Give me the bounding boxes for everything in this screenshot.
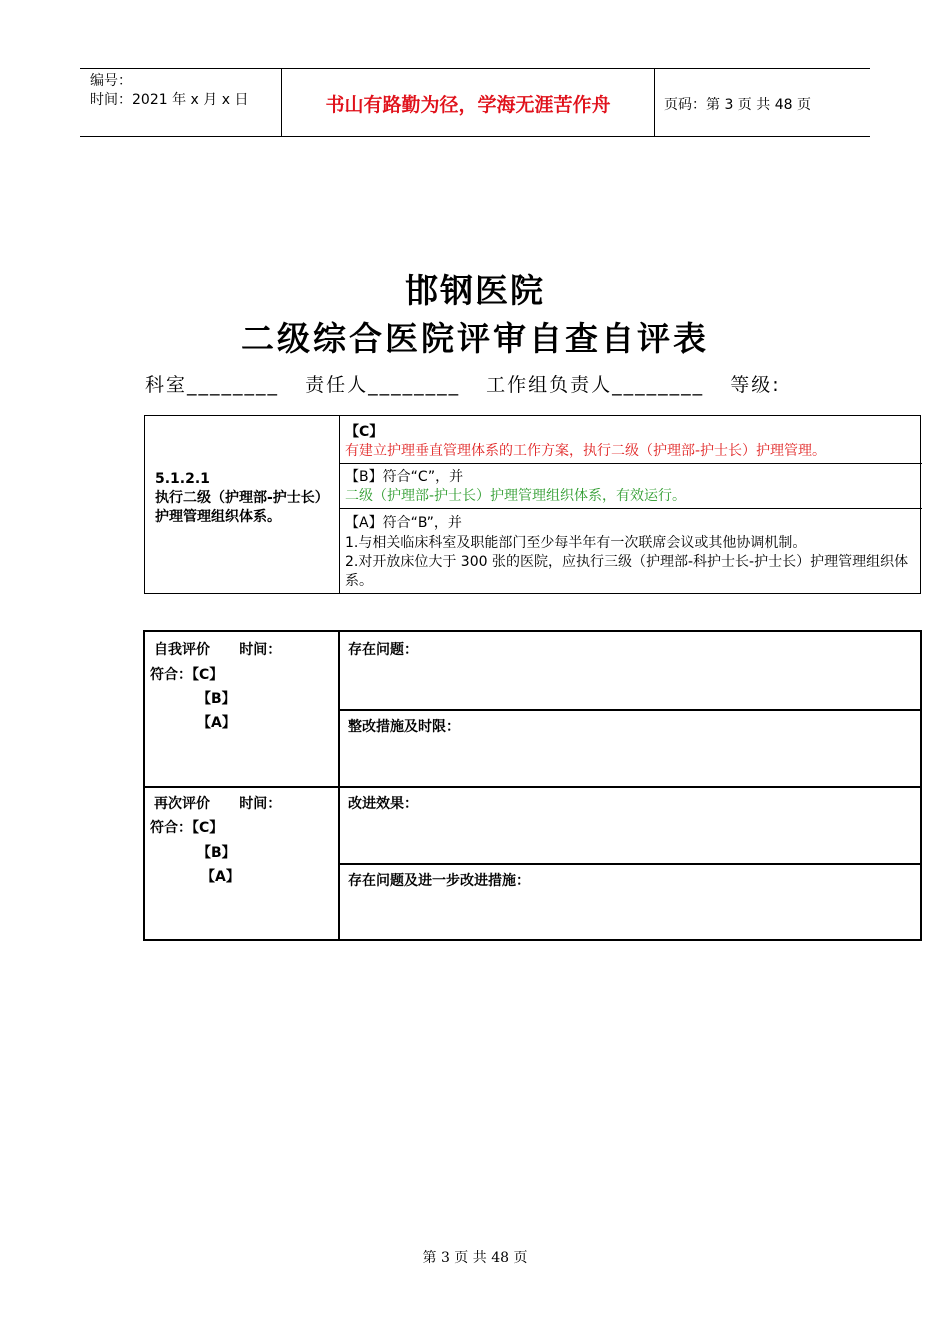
header-bottom-rule: [80, 136, 870, 137]
criteria-c-label: 【C】: [345, 424, 384, 440]
header-info: [90, 72, 248, 110]
evaluation-rule-1: [338, 709, 922, 711]
group-leader-field: 工作组负责人________: [486, 374, 705, 396]
criteria-table: [144, 415, 921, 594]
header-page-info: 页码：第 3 页 共 48 页: [664, 97, 811, 113]
meta-fields-line: [145, 370, 781, 397]
header-motto: 书山有路勤为径，学海无涯苦作舟: [325, 94, 611, 116]
criteria-c-text: 有建立护理垂直管理体系的工作方案，执行二级（护理部-护士长）护理管理。: [345, 443, 827, 459]
criteria-a-text-2: 2.对开放床位大于 300 张的医院，应执行三级（护理部-科护士长-护士长）护理管理组织体系。: [345, 554, 909, 589]
document-title-hospital: 邯钢医院: [405, 271, 545, 310]
self-eval-option-a: 【A】: [197, 715, 236, 731]
criteria-a-text-1: 1.与相关临床科室及职能部门至少每半年有一次联席会议或其他协调机制。: [345, 535, 807, 551]
evaluation-rule-2: [145, 786, 920, 788]
self-eval-option-b: 【B】: [197, 691, 236, 707]
further-measures-label: 存在问题及进一步改进措施：: [348, 873, 530, 889]
evaluation-table: [143, 630, 922, 941]
criteria-b-text: 二级（护理部-护士长）护理管理组织体系，有效运行。: [345, 488, 687, 504]
rectify-label: 整改措施及时限：: [348, 719, 460, 735]
criteria-b-label: 【B】符合“C”，并: [345, 469, 464, 485]
re-eval-conform: 符合：【C】: [150, 820, 224, 836]
criteria-table-divider: [339, 416, 340, 593]
re-eval-option-a: 【A】: [201, 869, 240, 885]
responsible-field: 责任人________: [305, 374, 461, 396]
criteria-item-name: 执行二级（护理部-护士长）护理管理组织体系。: [155, 490, 329, 525]
document-title-form: 二级综合医院评审自查自评表: [241, 319, 709, 358]
criteria-row-rule-1: [339, 463, 922, 464]
header-top-rule: [80, 68, 870, 69]
re-eval-label: 再次评价 时间：: [154, 796, 282, 812]
evaluation-rule-3: [338, 863, 922, 865]
re-eval-option-b: 【B】: [197, 845, 236, 861]
header-code-label: 编号：: [90, 73, 132, 89]
grade-field: 等级:: [730, 374, 781, 396]
header-divider-right: [654, 68, 655, 136]
self-eval-label: 自我评价 时间：: [154, 642, 282, 658]
criteria-row-rule-2: [339, 508, 922, 509]
footer-page-number: 第 3 页 共 48 页: [422, 1250, 528, 1266]
effect-label: 改进效果：: [348, 796, 418, 812]
self-eval-conform: 符合：【C】: [150, 667, 224, 683]
department-field: 科室________: [145, 374, 280, 396]
criteria-a-label: 【A】符合“B”，并: [345, 515, 462, 531]
issues-label: 存在问题：: [348, 642, 418, 658]
criteria-item-code: 5.1.2.1: [155, 471, 210, 487]
header-time-label: 时间：2021 年 x 月 x 日: [90, 92, 249, 108]
